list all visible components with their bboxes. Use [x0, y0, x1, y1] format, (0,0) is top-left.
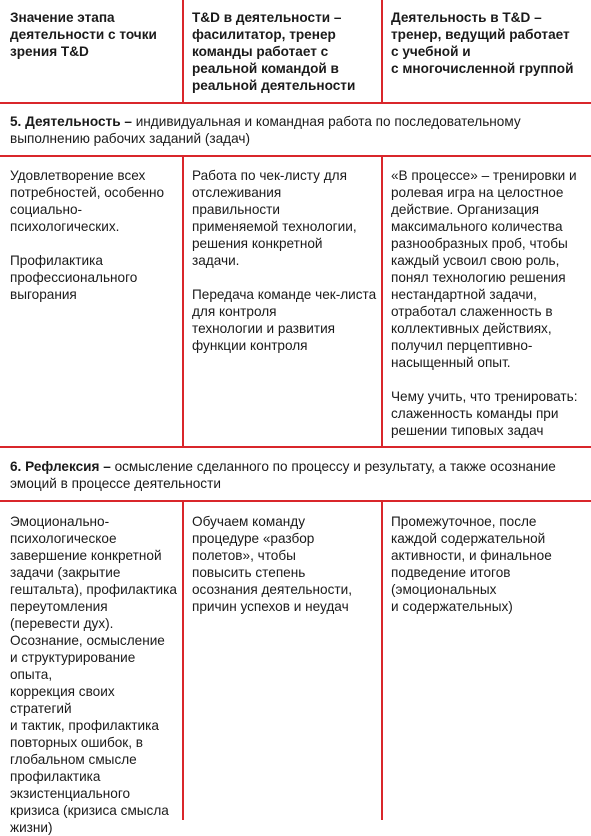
col-divider-1 — [182, 156, 184, 446]
rule-section5-rows-bottom — [0, 446, 591, 448]
col-divider-2 — [381, 0, 383, 102]
col-divider-2 — [381, 501, 383, 820]
section5-title: 5. Деятельность – — [10, 114, 132, 129]
section6-heading — [10, 458, 585, 492]
section6-col3: Промежуточное, после каждой содержательной активности, и финальное подведение итогов (эмоциональных и содержательных) — [391, 514, 552, 614]
section6-col1: Эмоционально- психологическое завершение конкретной задачи (закрытие гештальта), профилактика переутомления (перевести дух). Осознание, осмысление и структурирование опыта, коррекция своих стратегий и тактик, профилактика повторных ошибок, в глобальном смысле профилактика экзистенциального кризиса (кризиса смысла жизни) — [10, 514, 177, 835]
section6-text: осмысление сделанного по процессу и результату, а также осознание эмоций в процессе деятельности — [10, 459, 556, 491]
header-col3: Деятельность в T&D – тренер, ведущий работает с учебной и с многочисленной группой — [391, 10, 574, 76]
section5-text: индивидуальная и командная работа по последовательному выполнению рабочих заданий (задач) — [10, 114, 521, 146]
section5-col3: «В процессе» – тренировки и ролевая игра на целостное действие. Организация максимального количества разнообразных проб, чтобы каждый усвоил свою роль, понял технологию решения нестандартной задачи, отработал слаженность в коллективных действиях, получил перцептивно- насыщенный опыт. Чему учить, что тренировать: слаженность команды при решении типовых задач — [391, 168, 578, 438]
section6-title: 6. Рефлексия – — [10, 459, 111, 474]
rule-section5-bottom — [0, 155, 591, 157]
rule-section6-bottom — [0, 500, 591, 502]
section5-heading — [10, 113, 585, 147]
rule-header-bottom — [0, 102, 591, 104]
section5-col2: Работа по чек-листу для отслеживания правильности применяемой технологии, решения конкретной задачи. Передача команде чек-листа для контроля технологии и развития функции контроля — [192, 168, 377, 353]
header-col1: Значение этапа деятельности с точки зрения T&D — [10, 10, 157, 59]
col-divider-1 — [182, 0, 184, 102]
col-divider-2 — [381, 156, 383, 446]
section6-col2: Обучаем команду процедуре «разбор полетов», чтобы повысить степень осознания деятельности, причин успехов и неудач — [192, 514, 352, 614]
section5-col1: Удовлетворение всех потребностей, особенно социально- психологических. Профилактика профессионального выгорания — [10, 168, 165, 302]
header-col2: T&D в деятельности – фасилитатор, тренер команды работает с реальной командой в реальной деятельности — [192, 10, 356, 93]
col-divider-1 — [182, 501, 184, 820]
